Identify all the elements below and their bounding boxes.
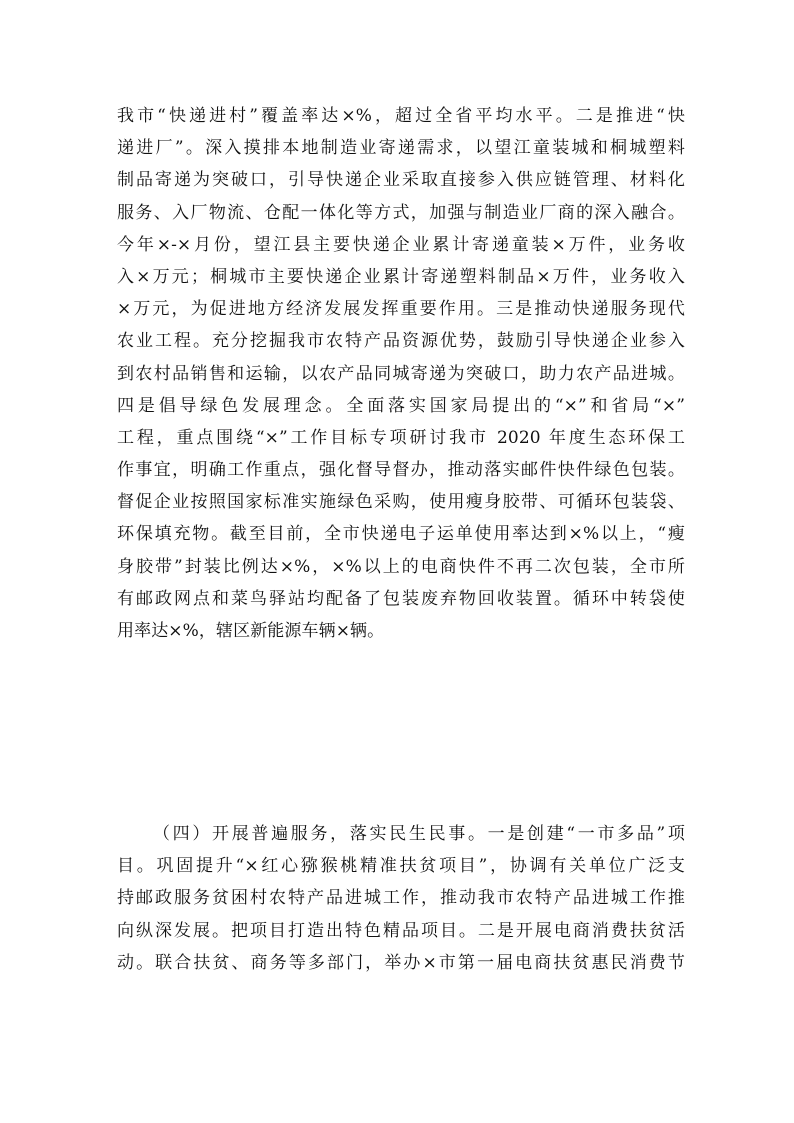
paragraph-line: 动。联合扶贫、商务等多部门，举办×市第一届电商扶贫惠民消费节	[117, 952, 685, 973]
paragraph-line: 今年×-×月份，望江县主要快递企业累计寄递童装×万件，业务收	[117, 234, 685, 255]
paragraph-line: 目。巩固提升“×红心猕猴桃精准扶贫项目”，协调有关单位广泛支	[117, 856, 685, 877]
paragraph-line: 用率达×%，辖区新能源车辆×辆。	[117, 621, 385, 641]
paragraph-line: 作事宜，明确工作重点，强化督导督办，推动落实邮件快件绿色包装。	[117, 460, 685, 481]
paragraph-line: 服务、入厂物流、仓配一体化等方式，加强与制造业厂商的深入融合。	[117, 202, 685, 223]
paragraph-line: 持邮政服务贫困村农特产品进城工作，推动我市农特产品进城工作推	[117, 888, 685, 909]
paragraph-line: 身胶带”封装比例达×%，×%以上的电商快件不再二次包装，全市所	[117, 556, 685, 577]
body-paragraph-2	[117, 818, 685, 979]
paragraph-line: 工程，重点围绕“×”工作目标专项研讨我市 2020 年度生态环保工	[117, 427, 685, 448]
paragraph-line: 农业工程。充分挖掘我市农特产品资源优势，鼓励引导快递企业参入	[117, 331, 685, 352]
paragraph-line: 递进厂”。深入摸排本地制造业寄递需求，以望江童装城和桐城塑料	[117, 138, 685, 159]
paragraph-line: 我市“快递进村”覆盖率达×%，超过全省平均水平。二是推进“快	[117, 106, 685, 126]
paragraph-line: ×万元，为促进地方经济发展发挥重要作用。三是推动快递服务现代	[117, 299, 685, 320]
body-paragraph-1	[117, 100, 685, 647]
paragraph-line: 到农村品销售和运输，以农产品同城寄递为突破口，助力农产品进城。	[117, 363, 685, 384]
paragraph-line: （四）开展普遍服务，落实民生民事。一是创建“一市多品”项	[153, 824, 685, 844]
paragraph-line: 督促企业按照国家标准实施绿色采购，使用瘦身胶带、可循环包装袋、	[117, 492, 685, 513]
paragraph-line: 制品寄递为突破口，引导快递企业采取直接参入供应链管理、材料化	[117, 170, 685, 191]
paragraph-line: 四是倡导绿色发展理念。全面落实国家局提出的“×”和省局“×”	[117, 395, 685, 416]
paragraph-line: 入×万元；桐城市主要快递企业累计寄递塑料制品×万件，业务收入	[117, 266, 685, 287]
paragraph-line: 有邮政网点和菜鸟驿站均配备了包装废弃物回收装置。循环中转袋使	[117, 588, 685, 609]
paragraph-line: 环保填充物。截至目前，全市快递电子运单使用率达到×%以上，“瘦	[117, 524, 685, 545]
paragraph-line: 向纵深发展。把项目打造出特色精品项目。二是开展电商消费扶贫活	[117, 920, 685, 941]
